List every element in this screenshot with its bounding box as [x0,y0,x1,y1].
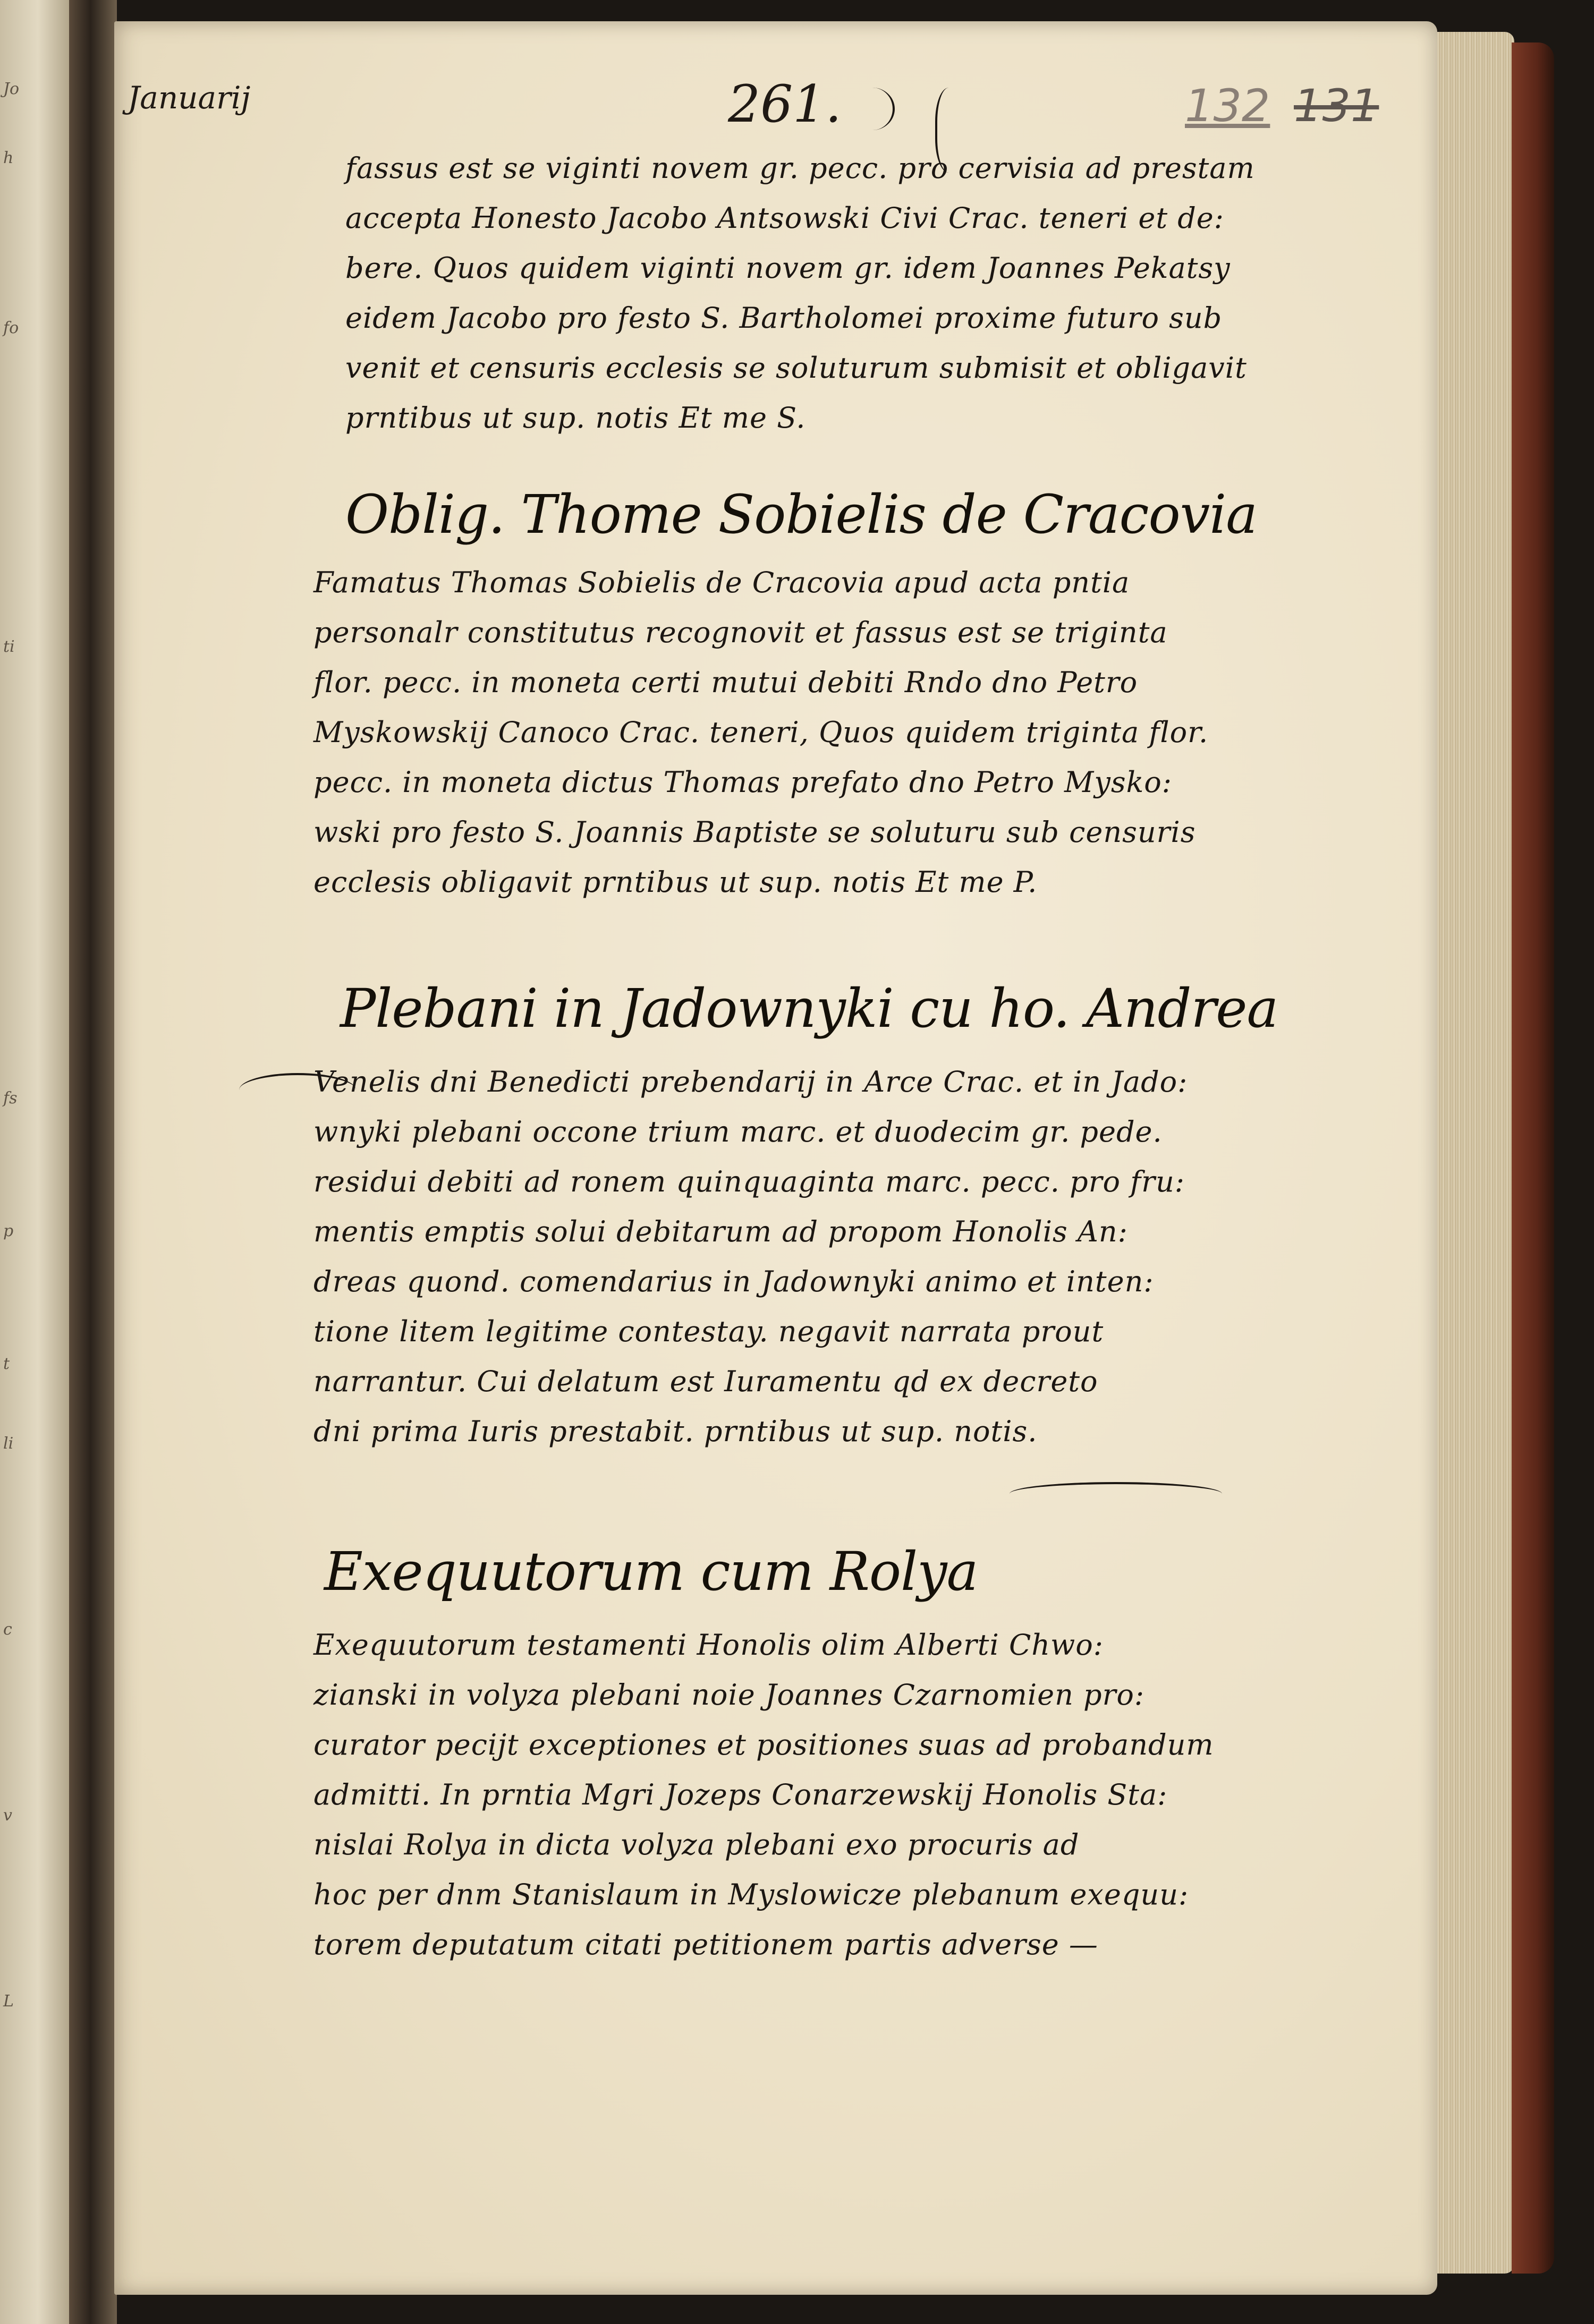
left-page-fragment: t [3,1355,10,1373]
left-page-fragment: fo [3,319,19,337]
left-page-fragment: fs [3,1089,18,1108]
left-page-fragment: ti [3,637,15,656]
text-line: zianski in volyza plebani noie Joannes Czarnomien pro: [313,1678,1145,1712]
entry-heading: Oblig. Thome Sobielis de Cracovia [345,483,1257,546]
text-line: tione litem legitime contestay. negavit narrata prout [313,1315,1104,1348]
text-line: mentis emptis solui debitarum ad propom Honolis An: [313,1215,1128,1248]
entry-heading: Plebani in Jadownyki cu ho. Andrea [340,977,1278,1040]
pen-flourish [1010,1482,1222,1505]
text-line: narrantur. Cui delatum est Iuramentu qd ex decreto [313,1365,1098,1398]
text-line: curator pecijt exceptiones et positiones suas ad probandum [313,1728,1214,1761]
leather-cover-edge [1512,42,1554,2274]
left-page-fragment: L [3,1992,14,2011]
text-line: eidem Jacobo pro festo S. Bartholomei proxime futuro sub [345,301,1223,335]
pen-flourish [239,1073,356,1107]
text-line: flor. pecc. in moneta certi mutui debiti Rndo dno Petro [313,666,1138,699]
left-page-fragment: p [3,1222,14,1240]
text-line: fassus est se viginti novem gr. pecc. pro cervisia ad prestam [345,151,1255,185]
pencil-folio-current: 132 [1185,80,1270,132]
text-line: pecc. in moneta dictus Thomas prefato dno Petro Mysko: [313,765,1172,799]
text-line: personalr constitutus recognovit et fassus est se triginta [313,616,1168,649]
margin-header: Januarij [128,80,251,116]
text-line: Venelis dni Benedicti prebendarij in Arce Crac. et in Jado: [313,1065,1188,1099]
entry-continuation [345,143,1408,443]
left-page-fragment: v [3,1806,12,1825]
left-page-fragment: h [3,149,14,167]
text-line: wnyki plebani occone trium marc. et duodecim gr. pede. [313,1115,1163,1148]
entry-body [313,1057,1376,1457]
pencil-folio-struck: 131 [1294,80,1379,132]
text-line: Exequutorum testamenti Honolis olim Alberti Chwo: [313,1628,1104,1662]
text-line: hoc per dnm Stanislaum in Myslowicze plebanum exequu: [313,1878,1189,1911]
book-gutter [69,0,117,2324]
entry-body [313,1620,1376,1970]
text-line: residui debiti ad ronem quinquaginta marc. pecc. pro fru: [313,1165,1185,1198]
text-line: venit et censuris ecclesis se soluturum submisit et obligavit [345,351,1247,385]
text-line: bere. Quos quidem viginti novem gr. idem Joannes Pekatsy [345,251,1231,285]
pen-flourish [935,88,969,173]
entry-heading: Exequutorum cum Rolya [324,1540,978,1603]
text-line: accepta Honesto Jacobo Antsowski Civi Crac. teneri et de: [345,201,1224,235]
text-line: nislai Rolya in dicta volyza plebani exo procuris ad [313,1828,1080,1861]
text-line: Famatus Thomas Sobielis de Cracovia apud acta pntia [313,566,1130,599]
text-line: admitti. In prntia Mgri Jozeps Conarzewskij Honolis Sta: [313,1778,1168,1811]
folio-number: 261. [728,74,842,134]
text-line: torem deputatum citati petitionem partis adverse — [313,1928,1098,1961]
text-line: wski pro festo S. Joannis Baptiste se soluturu sub censuris [313,815,1196,849]
text-line: ecclesis obligavit prntibus ut sup. notis Et me P. [313,865,1038,899]
text-line: prntibus ut sup. notis Et me S. [345,401,806,435]
pen-flourish [850,88,895,130]
text-line: dni prima Iuris prestabit. prntibus ut sup. notis. [313,1415,1038,1448]
text-line: Myskowskij Canoco Crac. teneri, Quos quidem triginta flor. [313,716,1209,749]
page-edges [1435,32,1514,2274]
entry-body [313,558,1376,907]
left-page-fragment: Jo [3,80,20,98]
left-facing-page [0,0,69,2324]
left-page-fragment: c [3,1620,12,1639]
left-page-fragment: li [3,1434,14,1453]
text-line: dreas quond. comendarius in Jadownyki animo et inten: [313,1265,1154,1298]
